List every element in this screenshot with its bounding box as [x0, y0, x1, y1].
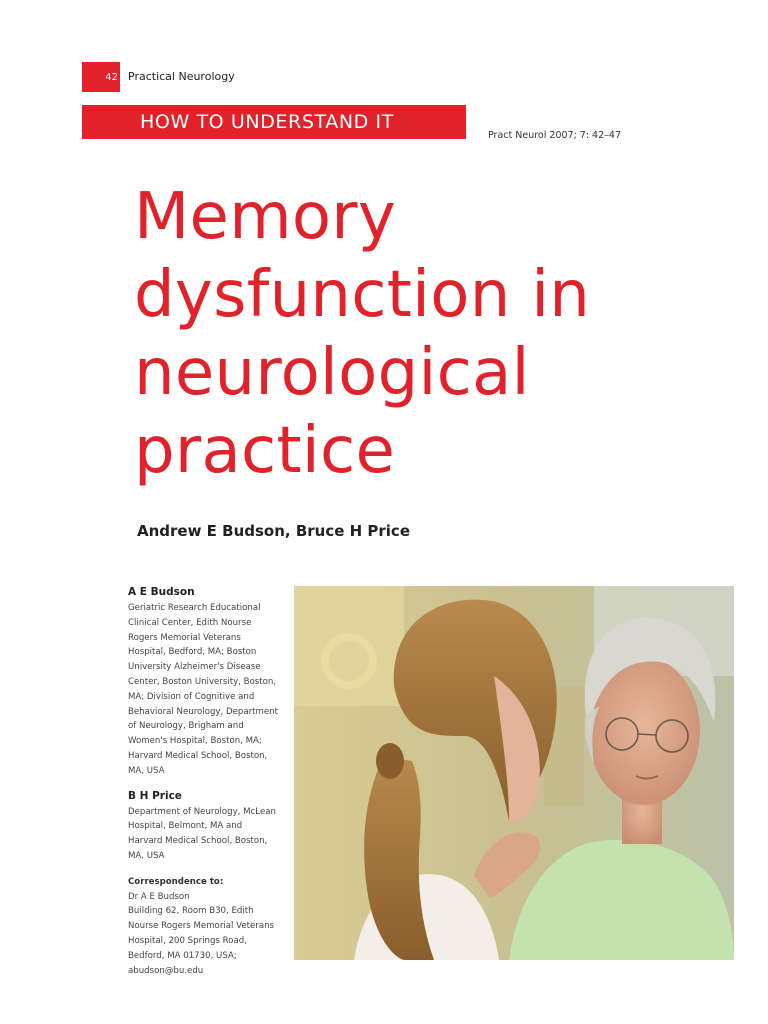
title-line: practice	[134, 414, 396, 488]
affiliation-name: B H Price	[128, 789, 182, 802]
title-line: Memory	[134, 180, 397, 254]
section-banner: HOW TO UNDERSTAND IT	[82, 105, 466, 139]
correspondence-label: Correspondence to:	[128, 876, 224, 887]
correspondence-line: Building 62, Room B30, Edith	[128, 906, 254, 917]
affiliation-text: Geriatric Research Educational Clinical Center, Edith Nourse Rogers Memorial Veterans Hospital, Bedford, MA; Boston University Alzheimer's Disease Center, Boston University, Boston, MA; Division of Cognitive and Behavioral Neurology, Department of Neurology, Brigham and Women's Hospital, Boston, MA; Harvard Medical School, Boston, MA, USA	[128, 603, 278, 776]
page-number-text: 42	[105, 71, 118, 83]
title-line: dysfunction in	[134, 258, 591, 332]
journal-name: Practical Neurology	[128, 70, 235, 83]
citation: Pract Neurol 2007; 7: 42–47	[488, 130, 621, 141]
article-title	[134, 178, 694, 490]
affiliation-name: A E Budson	[128, 586, 195, 598]
clinical-photo	[294, 586, 734, 960]
correspondence-line: Nourse Rogers Memorial Veterans	[128, 921, 275, 932]
correspondence-line: Hospital, 200 Springs Road,	[128, 935, 247, 946]
correspondence-address	[128, 890, 278, 979]
affiliations-column	[128, 586, 278, 978]
correspondence-line: Dr A E Budson	[128, 891, 190, 902]
correspondence-email: abudson@bu.edu	[128, 965, 204, 976]
title-line: neurological	[134, 336, 530, 410]
affiliation-text: Department of Neurology, McLean Hospital, Belmont, MA and Harvard Medical School, Boston, MA, USA	[128, 806, 276, 861]
authors: Andrew E Budson, Bruce H Price	[137, 522, 410, 540]
page-number	[82, 62, 120, 92]
correspondence-line: Bedford, MA 01730, USA;	[128, 950, 237, 961]
